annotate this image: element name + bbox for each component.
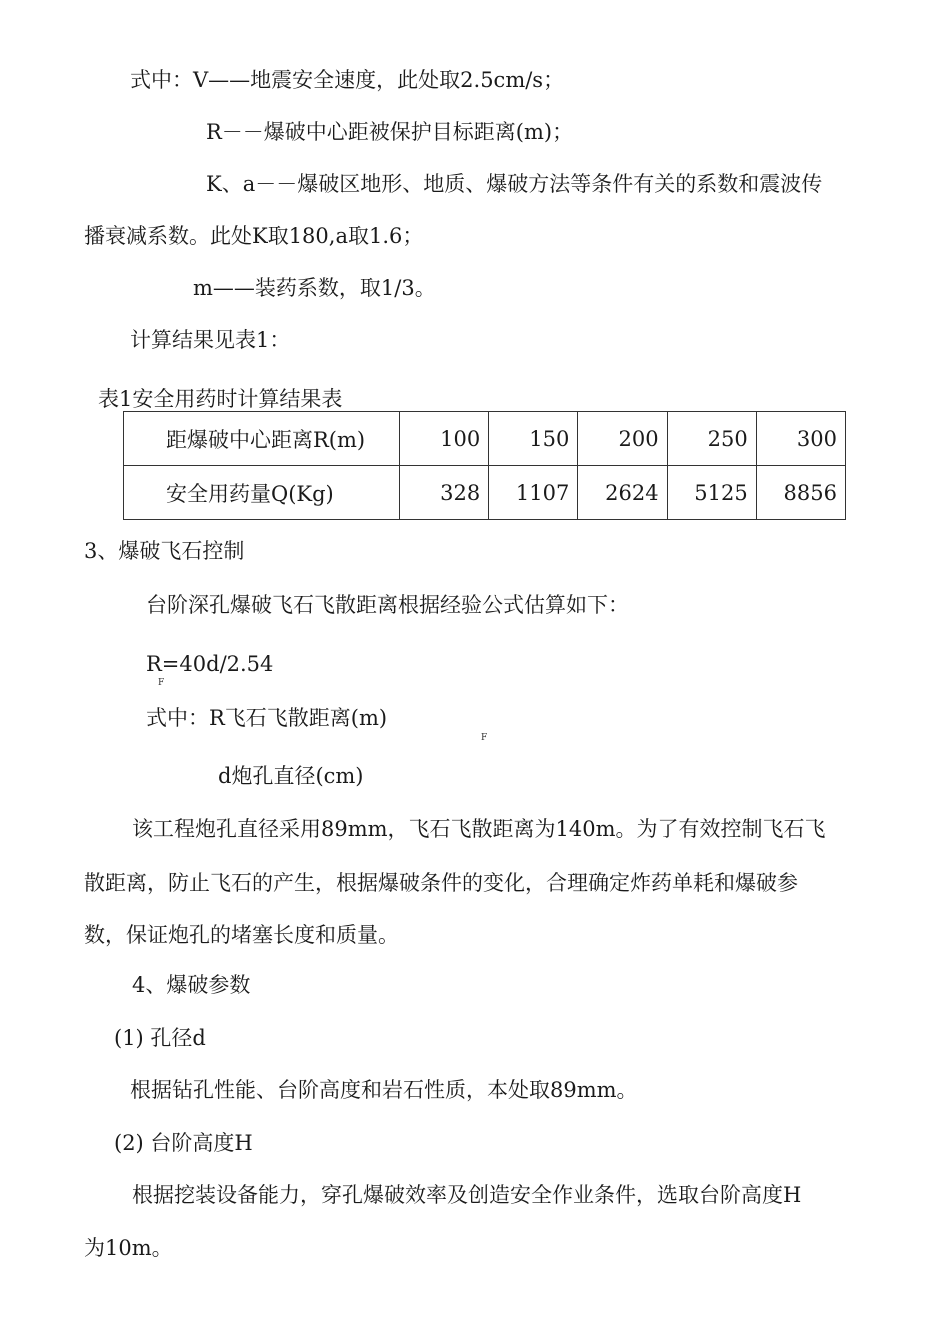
table-row	[124, 412, 846, 466]
text-line: 台阶深孔爆破飞石飞散距离根据经验公式估算如下：	[146, 593, 629, 617]
text-line: 该工程炮孔直径采用89mm，飞石飞散距离为140m。为了有效控制飞石飞	[132, 817, 826, 841]
subscript-f: F	[158, 678, 165, 688]
text-line: 计算结果见表1：	[130, 328, 291, 352]
table-cell: 1107	[489, 466, 578, 520]
text-line: 式中：V——地震安全速度，此处取2.5cm/s；	[130, 68, 565, 92]
table-cell: 200	[578, 412, 667, 466]
formula: R=40d/2.54	[146, 652, 274, 676]
text-line: 为10m。	[84, 1236, 173, 1260]
item-title: (1) 孔径d	[114, 1026, 206, 1050]
table-cell: 150	[489, 412, 578, 466]
text-line: 播衰减系数。此处K取180,a取1.6；	[84, 224, 424, 248]
table-caption: 表1安全用药时计算结果表	[98, 387, 343, 411]
item-title: (2) 台阶高度H	[114, 1131, 253, 1155]
text-line: 根据钻孔性能、台阶高度和岩石性质，本处取89mm。	[130, 1078, 638, 1102]
row-label: 距爆破中心距离R(m)	[124, 412, 400, 466]
row-label: 安全用药量Q(Kg)	[124, 466, 400, 520]
text-line: 根据挖装设备能力，穿孔爆破效率及创造安全作业条件，选取台阶高度H	[132, 1183, 802, 1207]
text-line: 数，保证炮孔的堵塞长度和质量。	[84, 923, 399, 947]
table-cell: 250	[667, 412, 756, 466]
safety-charge-table	[123, 411, 846, 520]
table-cell: 5125	[667, 466, 756, 520]
text-line: m——装药系数，取1/3。	[193, 276, 436, 300]
text-line: d炮孔直径(cm)	[218, 764, 364, 788]
stray-subscript-f: F	[481, 733, 488, 743]
text-line: K、a－－爆破区地形、地质、爆破方法等条件有关的系数和震波传	[206, 172, 823, 196]
table-cell: 328	[400, 466, 489, 520]
table-cell: 300	[756, 412, 845, 466]
text-line: 式中：R飞石飞散距离(m)	[146, 706, 388, 730]
table-cell: 100	[400, 412, 489, 466]
table-cell: 2624	[578, 466, 667, 520]
section-heading: 4、爆破参数	[132, 973, 251, 997]
table-cell: 8856	[756, 466, 845, 520]
text-line: R－－爆破中心距被保护目标距离(m)；	[206, 120, 574, 144]
table-row	[124, 466, 846, 520]
section-heading: 3、爆破飞石控制	[84, 539, 245, 563]
text-line: 散距离，防止飞石的产生，根据爆破条件的变化，合理确定炸药单耗和爆破参	[84, 871, 798, 895]
